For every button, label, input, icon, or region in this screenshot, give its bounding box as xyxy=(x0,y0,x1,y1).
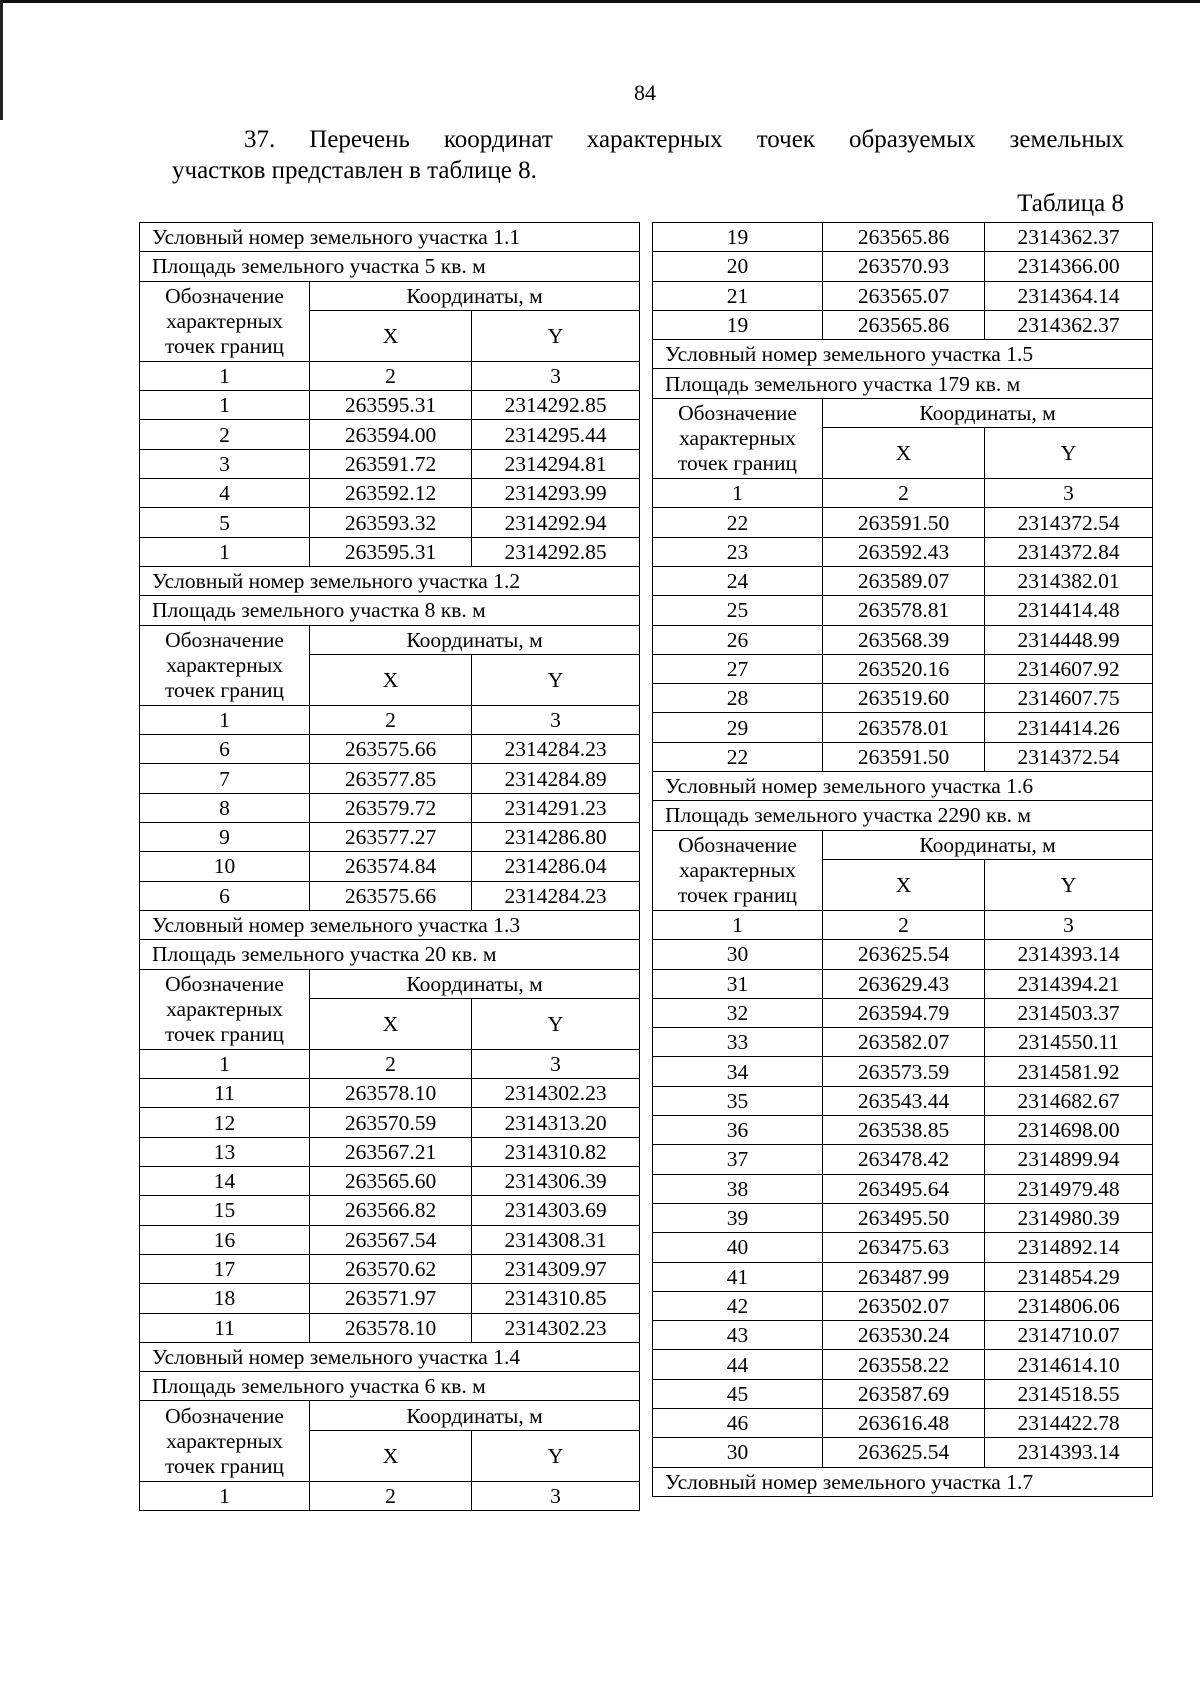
y-header: Y xyxy=(472,310,640,361)
point-y: 2314291.23 xyxy=(472,793,640,822)
y-header: Y xyxy=(472,654,640,705)
point-number: 28 xyxy=(653,684,823,713)
point-row xyxy=(653,1057,1153,1086)
point-number: 23 xyxy=(653,537,823,566)
column-numbers-row xyxy=(653,910,1153,939)
column-number-1: 1 xyxy=(140,361,310,390)
point-row xyxy=(140,1196,640,1225)
coordinates-table-right-column xyxy=(652,222,1153,1497)
point-number: 22 xyxy=(653,508,823,537)
point-number: 16 xyxy=(140,1225,310,1254)
point-row xyxy=(653,713,1153,742)
point-number: 36 xyxy=(653,1116,823,1145)
point-x: 263579.72 xyxy=(310,793,472,822)
point-x: 263589.07 xyxy=(823,566,985,595)
point-number: 27 xyxy=(653,654,823,683)
table-header-row xyxy=(140,281,640,310)
point-number: 7 xyxy=(140,764,310,793)
point-row xyxy=(653,1408,1153,1437)
point-x: 263565.60 xyxy=(310,1167,472,1196)
point-row xyxy=(140,508,640,537)
point-row xyxy=(653,508,1153,537)
point-y: 2314899.94 xyxy=(985,1145,1153,1174)
column-number-3: 3 xyxy=(472,1049,640,1078)
point-y: 2314364.14 xyxy=(985,281,1153,310)
point-y: 2314710.07 xyxy=(985,1321,1153,1350)
point-row xyxy=(140,1108,640,1137)
point-x: 263577.85 xyxy=(310,764,472,793)
point-y: 2314284.23 xyxy=(472,735,640,764)
point-number: 44 xyxy=(653,1350,823,1379)
point-x: 263543.44 xyxy=(823,1086,985,1115)
parcel-area-label: Площадь земельного участка 20 кв. м xyxy=(140,940,640,969)
point-row xyxy=(653,1086,1153,1115)
point-y: 2314550.11 xyxy=(985,1028,1153,1057)
point-x: 263573.59 xyxy=(823,1057,985,1086)
column-number-1: 1 xyxy=(140,1049,310,1078)
point-x: 263565.86 xyxy=(823,223,985,252)
point-x: 263593.32 xyxy=(310,508,472,537)
column-number-3: 3 xyxy=(985,479,1153,508)
point-number: 13 xyxy=(140,1137,310,1166)
column-number-2: 2 xyxy=(310,1481,472,1510)
point-x: 263577.27 xyxy=(310,823,472,852)
point-number: 24 xyxy=(653,566,823,595)
point-number: 45 xyxy=(653,1379,823,1408)
point-x: 263495.64 xyxy=(823,1174,985,1203)
page-number: 84 xyxy=(634,80,656,105)
point-y: 2314366.00 xyxy=(985,252,1153,281)
point-number: 38 xyxy=(653,1174,823,1203)
point-y: 2314414.48 xyxy=(985,596,1153,625)
point-row xyxy=(140,1137,640,1166)
point-y: 2314518.55 xyxy=(985,1379,1153,1408)
column-number-1: 1 xyxy=(140,705,310,734)
point-x: 263625.54 xyxy=(823,1438,985,1467)
point-number: 22 xyxy=(653,742,823,771)
parcel-area-row xyxy=(140,252,640,281)
point-row xyxy=(140,1079,640,1108)
point-row xyxy=(140,537,640,566)
designation-header: Обозначение характерных точек границ xyxy=(140,625,310,705)
point-row xyxy=(653,998,1153,1027)
point-x: 263574.84 xyxy=(310,852,472,881)
point-row xyxy=(653,1350,1153,1379)
point-x: 263629.43 xyxy=(823,969,985,998)
point-y: 2314448.99 xyxy=(985,625,1153,654)
point-x: 263520.16 xyxy=(823,654,985,683)
x-header: X xyxy=(310,310,472,361)
point-y: 2314284.89 xyxy=(472,764,640,793)
point-row xyxy=(653,223,1153,252)
point-row xyxy=(140,1313,640,1342)
parcel-number-label: Условный номер земельного участка 1.6 xyxy=(653,772,1153,801)
designation-header: Обозначение характерных точек границ xyxy=(653,398,823,478)
parcel-number-row xyxy=(140,223,640,252)
point-row xyxy=(653,1116,1153,1145)
point-y: 2314284.23 xyxy=(472,881,640,910)
table-caption: Таблица 8 xyxy=(1017,190,1124,217)
point-number: 40 xyxy=(653,1233,823,1262)
point-row xyxy=(653,1379,1153,1408)
point-row xyxy=(140,881,640,910)
y-header: Y xyxy=(472,1430,640,1481)
point-row xyxy=(140,823,640,852)
point-row xyxy=(140,1284,640,1313)
point-x: 263570.93 xyxy=(823,252,985,281)
point-y: 2314607.75 xyxy=(985,684,1153,713)
column-number-2: 2 xyxy=(823,910,985,939)
point-row xyxy=(653,1438,1153,1467)
parcel-number-label: Условный номер земельного участка 1.4 xyxy=(140,1342,640,1371)
point-y: 2314303.69 xyxy=(472,1196,640,1225)
point-row xyxy=(140,420,640,449)
point-y: 2314295.44 xyxy=(472,420,640,449)
x-header: X xyxy=(310,998,472,1049)
parcel-number-label: Условный номер земельного участка 1.7 xyxy=(653,1467,1153,1496)
point-y: 2314292.94 xyxy=(472,508,640,537)
point-x: 263567.21 xyxy=(310,1137,472,1166)
point-number: 20 xyxy=(653,252,823,281)
point-number: 1 xyxy=(140,537,310,566)
point-number: 2 xyxy=(140,420,310,449)
parcel-number-label: Условный номер земельного участка 1.5 xyxy=(653,340,1153,369)
point-y: 2314302.23 xyxy=(472,1079,640,1108)
point-row xyxy=(653,310,1153,339)
point-y: 2314292.85 xyxy=(472,391,640,420)
point-number: 5 xyxy=(140,508,310,537)
point-y: 2314414.26 xyxy=(985,713,1153,742)
point-y: 2314293.99 xyxy=(472,479,640,508)
point-row xyxy=(653,1028,1153,1057)
point-x: 263578.81 xyxy=(823,596,985,625)
parcel-area-label: Площадь земельного участка 8 кв. м xyxy=(140,596,640,625)
x-header: X xyxy=(310,1430,472,1481)
point-row xyxy=(653,1233,1153,1262)
point-number: 41 xyxy=(653,1262,823,1291)
point-row xyxy=(653,281,1153,310)
point-number: 4 xyxy=(140,479,310,508)
point-y: 2314306.39 xyxy=(472,1167,640,1196)
point-number: 25 xyxy=(653,596,823,625)
point-x: 263568.39 xyxy=(823,625,985,654)
designation-header: Обозначение характерных точек границ xyxy=(140,1401,310,1481)
point-row xyxy=(653,1291,1153,1320)
point-y: 2314372.54 xyxy=(985,508,1153,537)
point-y: 2314292.85 xyxy=(472,537,640,566)
point-number: 6 xyxy=(140,881,310,910)
y-header: Y xyxy=(472,998,640,1049)
intro-paragraph xyxy=(172,124,1124,186)
point-row xyxy=(140,391,640,420)
point-y: 2314854.29 xyxy=(985,1262,1153,1291)
parcel-area-row xyxy=(140,940,640,969)
y-header: Y xyxy=(985,428,1153,479)
point-x: 263591.72 xyxy=(310,449,472,478)
x-header: X xyxy=(823,859,985,910)
point-row xyxy=(653,1174,1153,1203)
point-x: 263578.10 xyxy=(310,1313,472,1342)
column-numbers-row xyxy=(653,479,1153,508)
point-x: 263565.07 xyxy=(823,281,985,310)
point-row xyxy=(140,1167,640,1196)
point-x: 263478.42 xyxy=(823,1145,985,1174)
point-y: 2314682.67 xyxy=(985,1086,1153,1115)
point-x: 263502.07 xyxy=(823,1291,985,1320)
parcel-number-row xyxy=(140,1342,640,1371)
point-x: 263571.97 xyxy=(310,1284,472,1313)
column-number-2: 2 xyxy=(310,705,472,734)
column-number-3: 3 xyxy=(472,361,640,390)
column-number-2: 2 xyxy=(310,361,472,390)
column-numbers-row xyxy=(140,705,640,734)
column-numbers-row xyxy=(140,361,640,390)
point-row xyxy=(653,566,1153,595)
table-header-row xyxy=(140,1401,640,1430)
point-row xyxy=(653,940,1153,969)
point-x: 263566.82 xyxy=(310,1196,472,1225)
scan-top-border xyxy=(0,0,1200,3)
column-number-1: 1 xyxy=(140,1481,310,1510)
designation-header: Обозначение характерных точек границ xyxy=(653,830,823,910)
y-header: Y xyxy=(985,859,1153,910)
point-y: 2314362.37 xyxy=(985,310,1153,339)
point-y: 2314302.23 xyxy=(472,1313,640,1342)
point-x: 263587.69 xyxy=(823,1379,985,1408)
coordinates-header: Координаты, м xyxy=(310,281,640,310)
intro-line-2: участков представлен в таблице 8. xyxy=(172,157,537,184)
parcel-area-label: Площадь земельного участка 6 кв. м xyxy=(140,1372,640,1401)
parcel-number-row xyxy=(653,1467,1153,1496)
point-number: 17 xyxy=(140,1254,310,1283)
point-number: 10 xyxy=(140,852,310,881)
parcel-area-row xyxy=(653,801,1153,830)
point-x: 263592.12 xyxy=(310,479,472,508)
point-row xyxy=(140,479,640,508)
table-header-row xyxy=(653,830,1153,859)
coordinates-header: Координаты, м xyxy=(310,1401,640,1430)
x-header: X xyxy=(310,654,472,705)
point-row xyxy=(140,852,640,881)
point-y: 2314698.00 xyxy=(985,1116,1153,1145)
point-row xyxy=(140,1225,640,1254)
point-y: 2314393.14 xyxy=(985,940,1153,969)
point-number: 34 xyxy=(653,1057,823,1086)
parcel-number-row xyxy=(653,772,1153,801)
parcel-area-label: Площадь земельного участка 179 кв. м xyxy=(653,369,1153,398)
point-number: 43 xyxy=(653,1321,823,1350)
point-row xyxy=(140,793,640,822)
point-row xyxy=(653,1262,1153,1291)
point-number: 39 xyxy=(653,1203,823,1232)
x-header: X xyxy=(823,428,985,479)
parcel-number-label: Условный номер земельного участка 1.1 xyxy=(140,223,640,252)
point-y: 2314286.04 xyxy=(472,852,640,881)
point-number: 42 xyxy=(653,1291,823,1320)
point-x: 263558.22 xyxy=(823,1350,985,1379)
point-number: 46 xyxy=(653,1408,823,1437)
point-row xyxy=(653,1145,1153,1174)
point-number: 37 xyxy=(653,1145,823,1174)
column-number-3: 3 xyxy=(472,705,640,734)
point-x: 263575.66 xyxy=(310,881,472,910)
parcel-area-row xyxy=(140,596,640,625)
point-number: 9 xyxy=(140,823,310,852)
point-x: 263570.59 xyxy=(310,1108,472,1137)
parcel-number-row xyxy=(140,910,640,939)
column-numbers-row xyxy=(140,1481,640,1510)
point-row xyxy=(653,654,1153,683)
point-x: 263575.66 xyxy=(310,735,472,764)
coordinates-table-left-column xyxy=(139,222,640,1511)
point-y: 2314422.78 xyxy=(985,1408,1153,1437)
point-row xyxy=(140,735,640,764)
point-row xyxy=(653,596,1153,625)
point-row xyxy=(653,742,1153,771)
coordinates-header: Координаты, м xyxy=(823,830,1153,859)
point-number: 21 xyxy=(653,281,823,310)
point-y: 2314892.14 xyxy=(985,1233,1153,1262)
point-row xyxy=(653,684,1153,713)
point-number: 31 xyxy=(653,969,823,998)
point-number: 29 xyxy=(653,713,823,742)
point-number: 11 xyxy=(140,1079,310,1108)
intro-line-1: 37. Перечень координат характерных точек образуемых земельных xyxy=(244,126,1124,153)
point-number: 8 xyxy=(140,793,310,822)
point-y: 2314394.21 xyxy=(985,969,1153,998)
point-number: 19 xyxy=(653,310,823,339)
point-y: 2314362.37 xyxy=(985,223,1153,252)
column-numbers-row xyxy=(140,1049,640,1078)
point-number: 3 xyxy=(140,449,310,478)
coordinates-header: Координаты, м xyxy=(823,398,1153,427)
point-y: 2314286.80 xyxy=(472,823,640,852)
point-row xyxy=(140,764,640,793)
point-y: 2314308.31 xyxy=(472,1225,640,1254)
point-x: 263625.54 xyxy=(823,940,985,969)
point-y: 2314980.39 xyxy=(985,1203,1153,1232)
point-y: 2314372.54 xyxy=(985,742,1153,771)
point-x: 263595.31 xyxy=(310,391,472,420)
point-y: 2314581.92 xyxy=(985,1057,1153,1086)
point-y: 2314393.14 xyxy=(985,1438,1153,1467)
point-y: 2314607.92 xyxy=(985,654,1153,683)
point-number: 30 xyxy=(653,940,823,969)
point-y: 2314309.97 xyxy=(472,1254,640,1283)
point-x: 263591.50 xyxy=(823,508,985,537)
point-row xyxy=(653,1321,1153,1350)
parcel-area-label: Площадь земельного участка 2290 кв. м xyxy=(653,801,1153,830)
point-x: 263595.31 xyxy=(310,537,472,566)
point-x: 263519.60 xyxy=(823,684,985,713)
coordinates-header: Координаты, м xyxy=(310,969,640,998)
point-number: 26 xyxy=(653,625,823,654)
point-number: 35 xyxy=(653,1086,823,1115)
point-y: 2314503.37 xyxy=(985,998,1153,1027)
point-x: 263530.24 xyxy=(823,1321,985,1350)
parcel-number-label: Условный номер земельного участка 1.3 xyxy=(140,910,640,939)
point-number: 12 xyxy=(140,1108,310,1137)
point-x: 263565.86 xyxy=(823,310,985,339)
point-number: 33 xyxy=(653,1028,823,1057)
designation-header: Обозначение характерных точек границ xyxy=(140,969,310,1049)
point-row xyxy=(140,1254,640,1283)
point-x: 263594.79 xyxy=(823,998,985,1027)
point-y: 2314614.10 xyxy=(985,1350,1153,1379)
point-x: 263578.01 xyxy=(823,713,985,742)
point-row xyxy=(653,625,1153,654)
table-header-row xyxy=(653,398,1153,427)
column-number-1: 1 xyxy=(653,479,823,508)
table-header-row xyxy=(140,969,640,998)
table-header-row xyxy=(140,625,640,654)
column-number-3: 3 xyxy=(472,1481,640,1510)
point-number: 1 xyxy=(140,391,310,420)
parcel-area-row xyxy=(140,1372,640,1401)
point-x: 263538.85 xyxy=(823,1116,985,1145)
column-number-2: 2 xyxy=(310,1049,472,1078)
point-y: 2314372.84 xyxy=(985,537,1153,566)
parcel-area-label: Площадь земельного участка 5 кв. м xyxy=(140,252,640,281)
point-number: 11 xyxy=(140,1313,310,1342)
parcel-number-row xyxy=(140,566,640,595)
point-number: 19 xyxy=(653,223,823,252)
point-x: 263582.07 xyxy=(823,1028,985,1057)
point-number: 30 xyxy=(653,1438,823,1467)
point-number: 32 xyxy=(653,998,823,1027)
point-number: 14 xyxy=(140,1167,310,1196)
point-x: 263487.99 xyxy=(823,1262,985,1291)
point-x: 263578.10 xyxy=(310,1079,472,1108)
point-x: 263495.50 xyxy=(823,1203,985,1232)
point-y: 2314294.81 xyxy=(472,449,640,478)
parcel-number-row xyxy=(653,340,1153,369)
point-x: 263475.63 xyxy=(823,1233,985,1262)
designation-header: Обозначение характерных точек границ xyxy=(140,281,310,361)
point-row xyxy=(653,537,1153,566)
point-x: 263591.50 xyxy=(823,742,985,771)
point-x: 263594.00 xyxy=(310,420,472,449)
point-y: 2314310.82 xyxy=(472,1137,640,1166)
column-number-2: 2 xyxy=(823,479,985,508)
point-y: 2314310.85 xyxy=(472,1284,640,1313)
parcel-area-row xyxy=(653,369,1153,398)
point-y: 2314806.06 xyxy=(985,1291,1153,1320)
point-row xyxy=(653,969,1153,998)
point-x: 263570.62 xyxy=(310,1254,472,1283)
point-y: 2314979.48 xyxy=(985,1174,1153,1203)
point-row xyxy=(140,449,640,478)
point-number: 6 xyxy=(140,735,310,764)
parcel-number-label: Условный номер земельного участка 1.2 xyxy=(140,566,640,595)
point-x: 263592.43 xyxy=(823,537,985,566)
point-row xyxy=(653,252,1153,281)
column-number-1: 1 xyxy=(653,910,823,939)
point-number: 15 xyxy=(140,1196,310,1225)
point-x: 263616.48 xyxy=(823,1408,985,1437)
point-y: 2314382.01 xyxy=(985,566,1153,595)
column-number-3: 3 xyxy=(985,910,1153,939)
coordinates-header: Координаты, м xyxy=(310,625,640,654)
point-row xyxy=(653,1203,1153,1232)
point-number: 18 xyxy=(140,1284,310,1313)
point-x: 263567.54 xyxy=(310,1225,472,1254)
point-y: 2314313.20 xyxy=(472,1108,640,1137)
